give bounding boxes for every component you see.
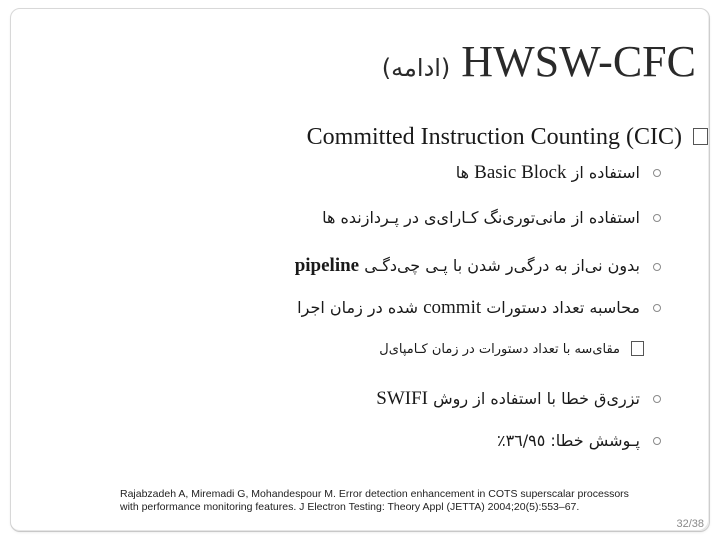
- bullet-latin-term: SWIFI: [376, 388, 428, 409]
- circle-bullet-icon: [653, 304, 661, 312]
- bullet-latin-term: Basic Block: [474, 162, 567, 183]
- square-sub-bullet-icon: [631, 341, 644, 356]
- bullet-text: استفاده از: [566, 163, 640, 182]
- bullet-coverage: [497, 428, 640, 454]
- bullet-text: استفاده از مانی‌توری‌نگ کـارای‌ی در پـردازنده ها: [322, 208, 640, 227]
- title-main: HWSW-CFC: [461, 37, 696, 86]
- sub-bullet-compare: مقای‌سه با تعداد دستورات در زمان کـامپای‌ل: [379, 342, 620, 357]
- circle-bullet-icon: [653, 214, 661, 222]
- bullet-text: تزری‌ق خطا با استفاده از روش: [428, 389, 640, 408]
- bullet-latin-term: pipeline: [294, 255, 360, 276]
- bullet-pipeline: [295, 253, 640, 279]
- square-bullet-icon: [693, 128, 708, 145]
- circle-bullet-icon: [653, 437, 661, 445]
- bullet-text: ها: [455, 163, 475, 182]
- main-bullet-text: Committed Instruction Counting (CIC): [306, 124, 682, 150]
- bullet-text: پـوشش خطا: ٣٦/٩٥٪: [496, 431, 640, 450]
- bullet-swifi: [376, 386, 640, 412]
- page-number: 32/38: [676, 518, 704, 530]
- bullet-monitoring: [322, 205, 640, 231]
- bullet-latin-term: commit: [423, 297, 482, 318]
- slide-title: [382, 36, 696, 94]
- circle-bullet-icon: [653, 395, 661, 403]
- title-suffix: (ادامه): [381, 54, 451, 82]
- reference-citation: Rajabzadeh A, Miremadi G, Mohandespour M. Error detection enhancement in COTS superscalar processors with performance monitoring features. J Electron Testing: Theory Appl (JETTA) 2004;20(5):553–67.: [120, 488, 629, 513]
- bullet-basic-block: [456, 160, 640, 186]
- circle-bullet-icon: [653, 263, 661, 271]
- bullet-text: محاسبه تعداد دستورات: [481, 298, 640, 317]
- bullet-commit: [297, 295, 640, 321]
- bullet-text: بدون نی‌از به درگی‌ر شدن با پـی چی‌دگـی: [359, 256, 640, 275]
- circle-bullet-icon: [653, 169, 661, 177]
- bullet-text: شده در زمان اجرا: [297, 298, 424, 317]
